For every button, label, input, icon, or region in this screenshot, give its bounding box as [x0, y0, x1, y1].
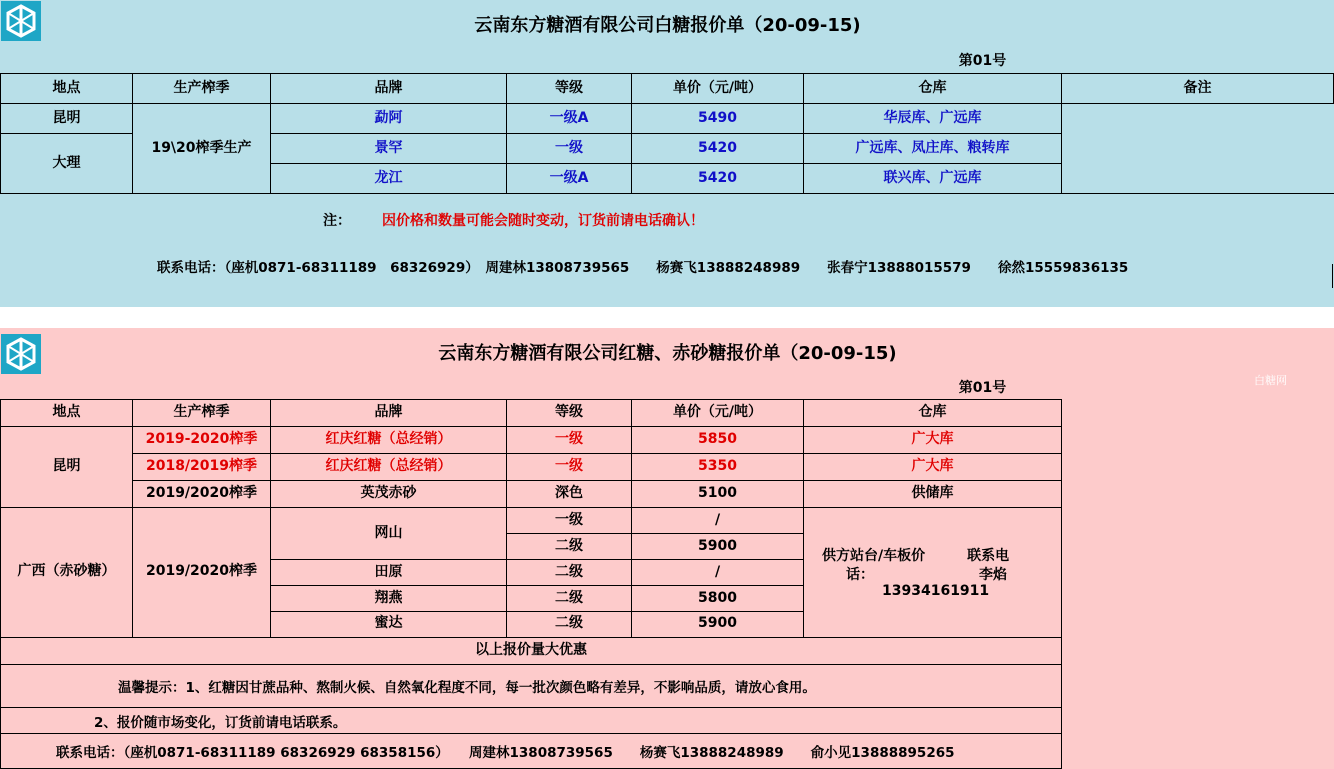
table-row-price: 5850	[698, 431, 737, 448]
header-location: 地点	[52, 404, 81, 421]
table-row-grade: 二级	[555, 615, 583, 632]
table-row-grade: 二级	[555, 589, 583, 606]
table-row-price: 5100	[698, 485, 737, 502]
table-row-warehouse: 联兴库、广远库	[883, 169, 982, 186]
note-text: 因价格和数量可能会随时变动，订货前请电话确认！	[382, 213, 704, 229]
table-row-warehouse: 广远库、凤庄库、粮转库	[855, 139, 1010, 156]
header-grade: 等级	[555, 404, 583, 421]
table-row-brand: 田原	[374, 563, 403, 580]
brand-wangshan: 网山	[374, 524, 403, 541]
header-brand: 品牌	[374, 404, 403, 421]
table-row-warehouse: 广大库	[911, 458, 954, 475]
table-row-brand: 景罕	[374, 139, 403, 156]
table-row-grade: 深色	[555, 485, 583, 502]
supply-info	[804, 508, 1061, 636]
supply-line-2: 话： 李焰	[846, 567, 1007, 583]
table-row-price: /	[714, 511, 721, 528]
page-title: 云南东方糖酒有限公司红糖、赤砂糖报价单（20-09-15)	[438, 342, 897, 364]
header-grade: 等级	[555, 79, 583, 96]
table-row-warehouse: 华辰库、广远库	[883, 109, 982, 126]
table-row-brand: 红庆红糖（总经销）	[325, 431, 452, 448]
table-row-price: 5490	[698, 109, 737, 126]
table-row-price: 5420	[698, 169, 737, 186]
header-price: 单价（元/吨）	[672, 404, 763, 421]
table-row-grade: 一级	[555, 458, 583, 475]
table-row-grade: 一级A	[549, 109, 589, 126]
location-guangxi: 广西（赤砂糖）	[17, 563, 116, 580]
table-row-warehouse: 广大库	[911, 431, 954, 448]
tip-2: 2、报价随市场变化，订货前请电话联系。	[94, 715, 347, 731]
header-season: 生产榨季	[173, 79, 230, 96]
location-dali: 大理	[52, 154, 81, 171]
header-warehouse: 仓库	[918, 79, 947, 96]
cube-logo-icon	[1, 1, 41, 41]
header-brand: 品牌	[374, 79, 403, 96]
table-row-price: 5420	[698, 139, 737, 156]
table-row-grade: 二级	[555, 537, 583, 554]
table-row-price: /	[714, 563, 721, 580]
header-price: 单价（元/吨）	[672, 79, 763, 96]
header-warehouse: 仓库	[918, 404, 947, 421]
page-title: 云南东方糖酒有限公司白糖报价单（20-09-15)	[474, 14, 861, 36]
table-row-grade: 一级	[555, 511, 583, 528]
supply-line-1: 供方站台/车板价 联系电	[822, 548, 1010, 564]
table-row-brand: 翔燕	[374, 589, 403, 606]
table-row-grade: 二级	[555, 563, 583, 580]
guangxi-season: 2019/2020榨季	[145, 563, 258, 580]
table-row-brand: 蜜达	[374, 615, 403, 632]
table-row-price: 5900	[698, 615, 737, 632]
table-row-grade: 一级A	[549, 169, 589, 186]
table-row-grade: 一级	[555, 431, 583, 448]
header-season: 生产榨季	[173, 404, 230, 421]
header-location: 地点	[52, 79, 81, 96]
white-sugar-sheet	[0, 0, 1334, 307]
table-row-grade: 一级	[555, 139, 583, 156]
table-row-season: 2018/2019榨季	[145, 458, 258, 475]
contact-line: 联系电话：（座机0871-68311189 68326929） 周建林13808739565 杨赛飞13888248989 张春宁13888015579 徐然15559836135	[157, 260, 1129, 276]
sheet-number: 第01号	[958, 380, 1007, 397]
table-row-brand: 龙江	[374, 169, 403, 186]
table-row-price: 5800	[698, 589, 737, 606]
table-row-brand: 英茂赤砂	[360, 485, 417, 502]
table-row-price: 5350	[698, 458, 737, 475]
brown-sugar-sheet	[0, 328, 1334, 769]
table-row-price: 5900	[698, 537, 737, 554]
supply-phone: 13934161911	[882, 583, 990, 599]
location-kunming: 昆明	[52, 109, 81, 126]
cube-logo-icon	[1, 334, 41, 374]
table-row-season: 2019-2020榨季	[145, 431, 258, 448]
season-cell: 19\20榨季生产	[151, 139, 252, 156]
tip-1: 温馨提示：1、红糖因甘蔗品种、熬制火候、自然氧化程度不同，每一批次颜色略有差异，不影响品质，请放心食用。	[118, 680, 816, 696]
table-row-season: 2019/2020榨季	[145, 485, 258, 502]
table-row-brand: 红庆红糖（总经销）	[325, 458, 452, 475]
watermark: 白糖网	[1254, 374, 1287, 387]
contact-line: 联系电话：（座机0871-68311189 68326929 68358156） 周建林13808739565 杨赛飞13888248989 俞小见13888895265	[56, 745, 955, 761]
table-row-brand: 勐阿	[374, 109, 403, 126]
discount-notice: 以上报价量大优惠	[475, 641, 587, 658]
table-row-warehouse: 供储库	[911, 485, 954, 502]
sheet-number: 第01号	[958, 53, 1007, 70]
location-kunming: 昆明	[52, 458, 81, 475]
header-remark: 备注	[1183, 79, 1212, 96]
note-label: 注：	[323, 213, 351, 229]
